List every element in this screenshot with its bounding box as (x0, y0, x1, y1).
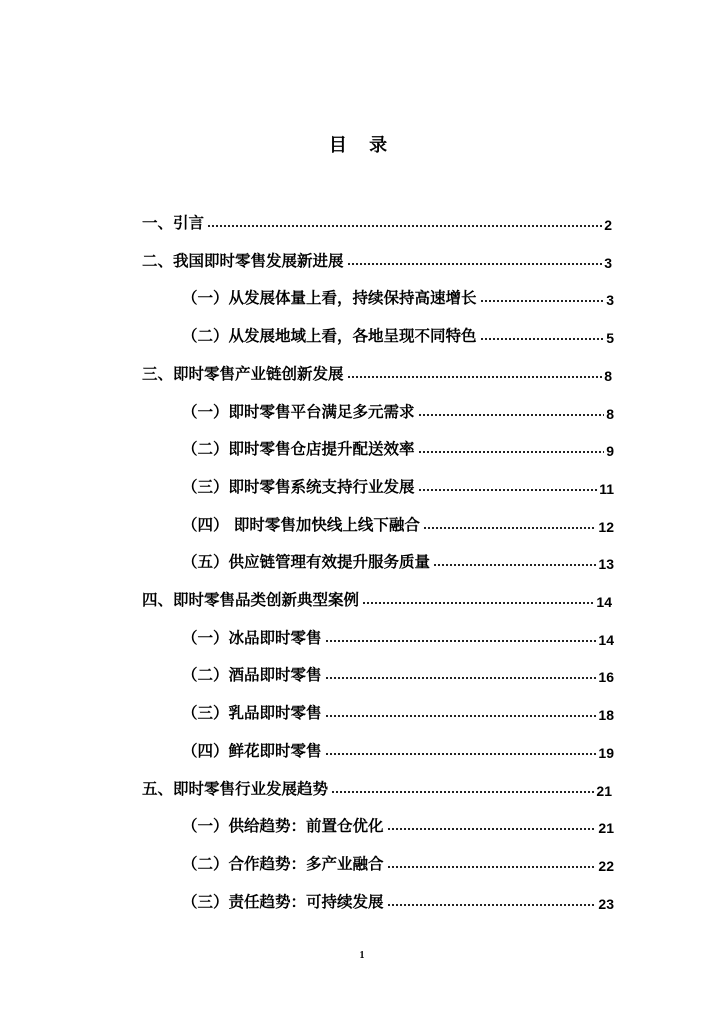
toc-dot-leader (423, 526, 597, 530)
toc-entry[interactable] (142, 584, 612, 610)
toc-entry[interactable] (182, 810, 614, 836)
toc-entry-label: （四） 即时零售加快线上线下融合 (182, 515, 420, 534)
toc-entry-label: （二）从发展地域上看，各地呈现不同特色 (182, 327, 477, 346)
toc-dot-leader (480, 337, 605, 341)
toc-entry-label: 五、即时零售行业发展趋势 (142, 779, 329, 798)
toc-entry-page-number: 2 (604, 217, 612, 233)
toc-dot-leader (362, 601, 594, 605)
toc-dot-leader (325, 639, 597, 643)
toc-dot-leader (418, 413, 605, 417)
toc-entry[interactable] (182, 471, 614, 497)
toc-entry-label: （一）从发展体量上看，持续保持高速增长 (182, 289, 477, 308)
toc-entry-label: （一）即时零售平台满足多元需求 (182, 402, 415, 421)
toc-entry[interactable] (182, 697, 614, 723)
toc-dot-leader (325, 676, 597, 680)
toc-entry-page-number: 14 (596, 594, 612, 610)
toc-entry-page-number: 11 (599, 480, 614, 497)
toc-entry-page-number: 21 (596, 782, 612, 799)
toc-entry-page-number: 22 (598, 857, 614, 874)
toc-entry-page-number: 8 (606, 405, 614, 422)
toc-title: 目 录 (328, 135, 396, 156)
toc-entry-label: 一、引言 (142, 214, 205, 232)
toc-entry-label: （一）冰品即时零售 (182, 628, 322, 647)
toc-entry[interactable] (182, 396, 614, 422)
toc-entry-label: 三、即时零售产业链创新发展 (142, 364, 344, 383)
toc-entry-label: （二）酒品即时零售 (182, 666, 322, 685)
toc-entry-page-number: 14 (598, 631, 614, 648)
toc-entry-page-number: 8 (604, 367, 612, 384)
toc-entry[interactable] (182, 433, 614, 459)
toc-entry-label: （二）合作趋势：多产业融合 (182, 854, 384, 873)
toc-entry[interactable] (142, 773, 612, 799)
toc-dot-leader (331, 790, 594, 794)
toc-dot-leader (325, 714, 597, 718)
toc-entry-label: （三）责任趋势：可持续发展 (182, 892, 384, 911)
toc-entry[interactable] (142, 207, 612, 233)
toc-entry[interactable] (142, 358, 612, 384)
toc-entry-label: （二）即时零售仓店提升配送效率 (182, 440, 415, 459)
toc-entry-page-number: 12 (598, 518, 614, 535)
toc-dot-leader (325, 752, 597, 756)
toc-entry[interactable] (182, 622, 614, 648)
toc-entry-label: （三）即时零售系统支持行业发展 (182, 477, 415, 496)
toc-entry-page-number: 5 (606, 330, 614, 347)
toc-entry-page-number: 21 (598, 820, 614, 837)
toc-entry-page-number: 13 (598, 556, 614, 573)
toc-dot-leader (418, 450, 605, 454)
toc-dot-leader (207, 224, 602, 228)
toc-entry-label: （四）鲜花即时零售 (182, 741, 322, 760)
toc-entry-label: （三）乳品即时零售 (182, 704, 322, 723)
toc-dot-leader (480, 299, 605, 303)
toc-dot-leader (387, 903, 597, 907)
toc-dot-leader (347, 375, 603, 379)
toc-entry-page-number: 19 (598, 744, 614, 761)
toc-entry-label: （五）供应链管理有效提升服务质量 (182, 553, 431, 572)
toc-entry-page-number: 16 (598, 669, 614, 686)
toc-entry-page-number: 3 (604, 254, 612, 271)
toc-entry-label: 二、我国即时零售发展新进展 (142, 251, 344, 270)
toc-dot-leader (387, 827, 597, 831)
toc-entry[interactable] (182, 509, 614, 535)
toc-entry-page-number: 18 (598, 707, 614, 724)
toc-entry[interactable] (182, 320, 614, 346)
toc-entry-label: 四、即时零售品类创新典型案例 (142, 591, 360, 609)
toc-entry-page-number: 23 (598, 895, 614, 912)
toc-entry[interactable] (182, 735, 614, 761)
toc-dot-leader (347, 262, 603, 266)
toc-entry[interactable] (182, 848, 614, 874)
toc-dot-leader (387, 865, 597, 869)
toc-dot-leader (418, 488, 598, 492)
toc-entry[interactable] (182, 282, 614, 308)
toc-entry-page-number: 9 (606, 443, 614, 460)
toc-entry-label: （一）供给趋势：前置仓优化 (182, 817, 384, 836)
toc-entry[interactable] (182, 546, 614, 572)
toc-entry[interactable] (182, 659, 614, 685)
toc-entry[interactable] (142, 245, 612, 271)
page-number-footer: 1 (359, 950, 365, 961)
toc-entry-page-number: 3 (606, 292, 614, 309)
toc-dot-leader (433, 563, 596, 567)
toc-entry[interactable] (182, 886, 614, 912)
